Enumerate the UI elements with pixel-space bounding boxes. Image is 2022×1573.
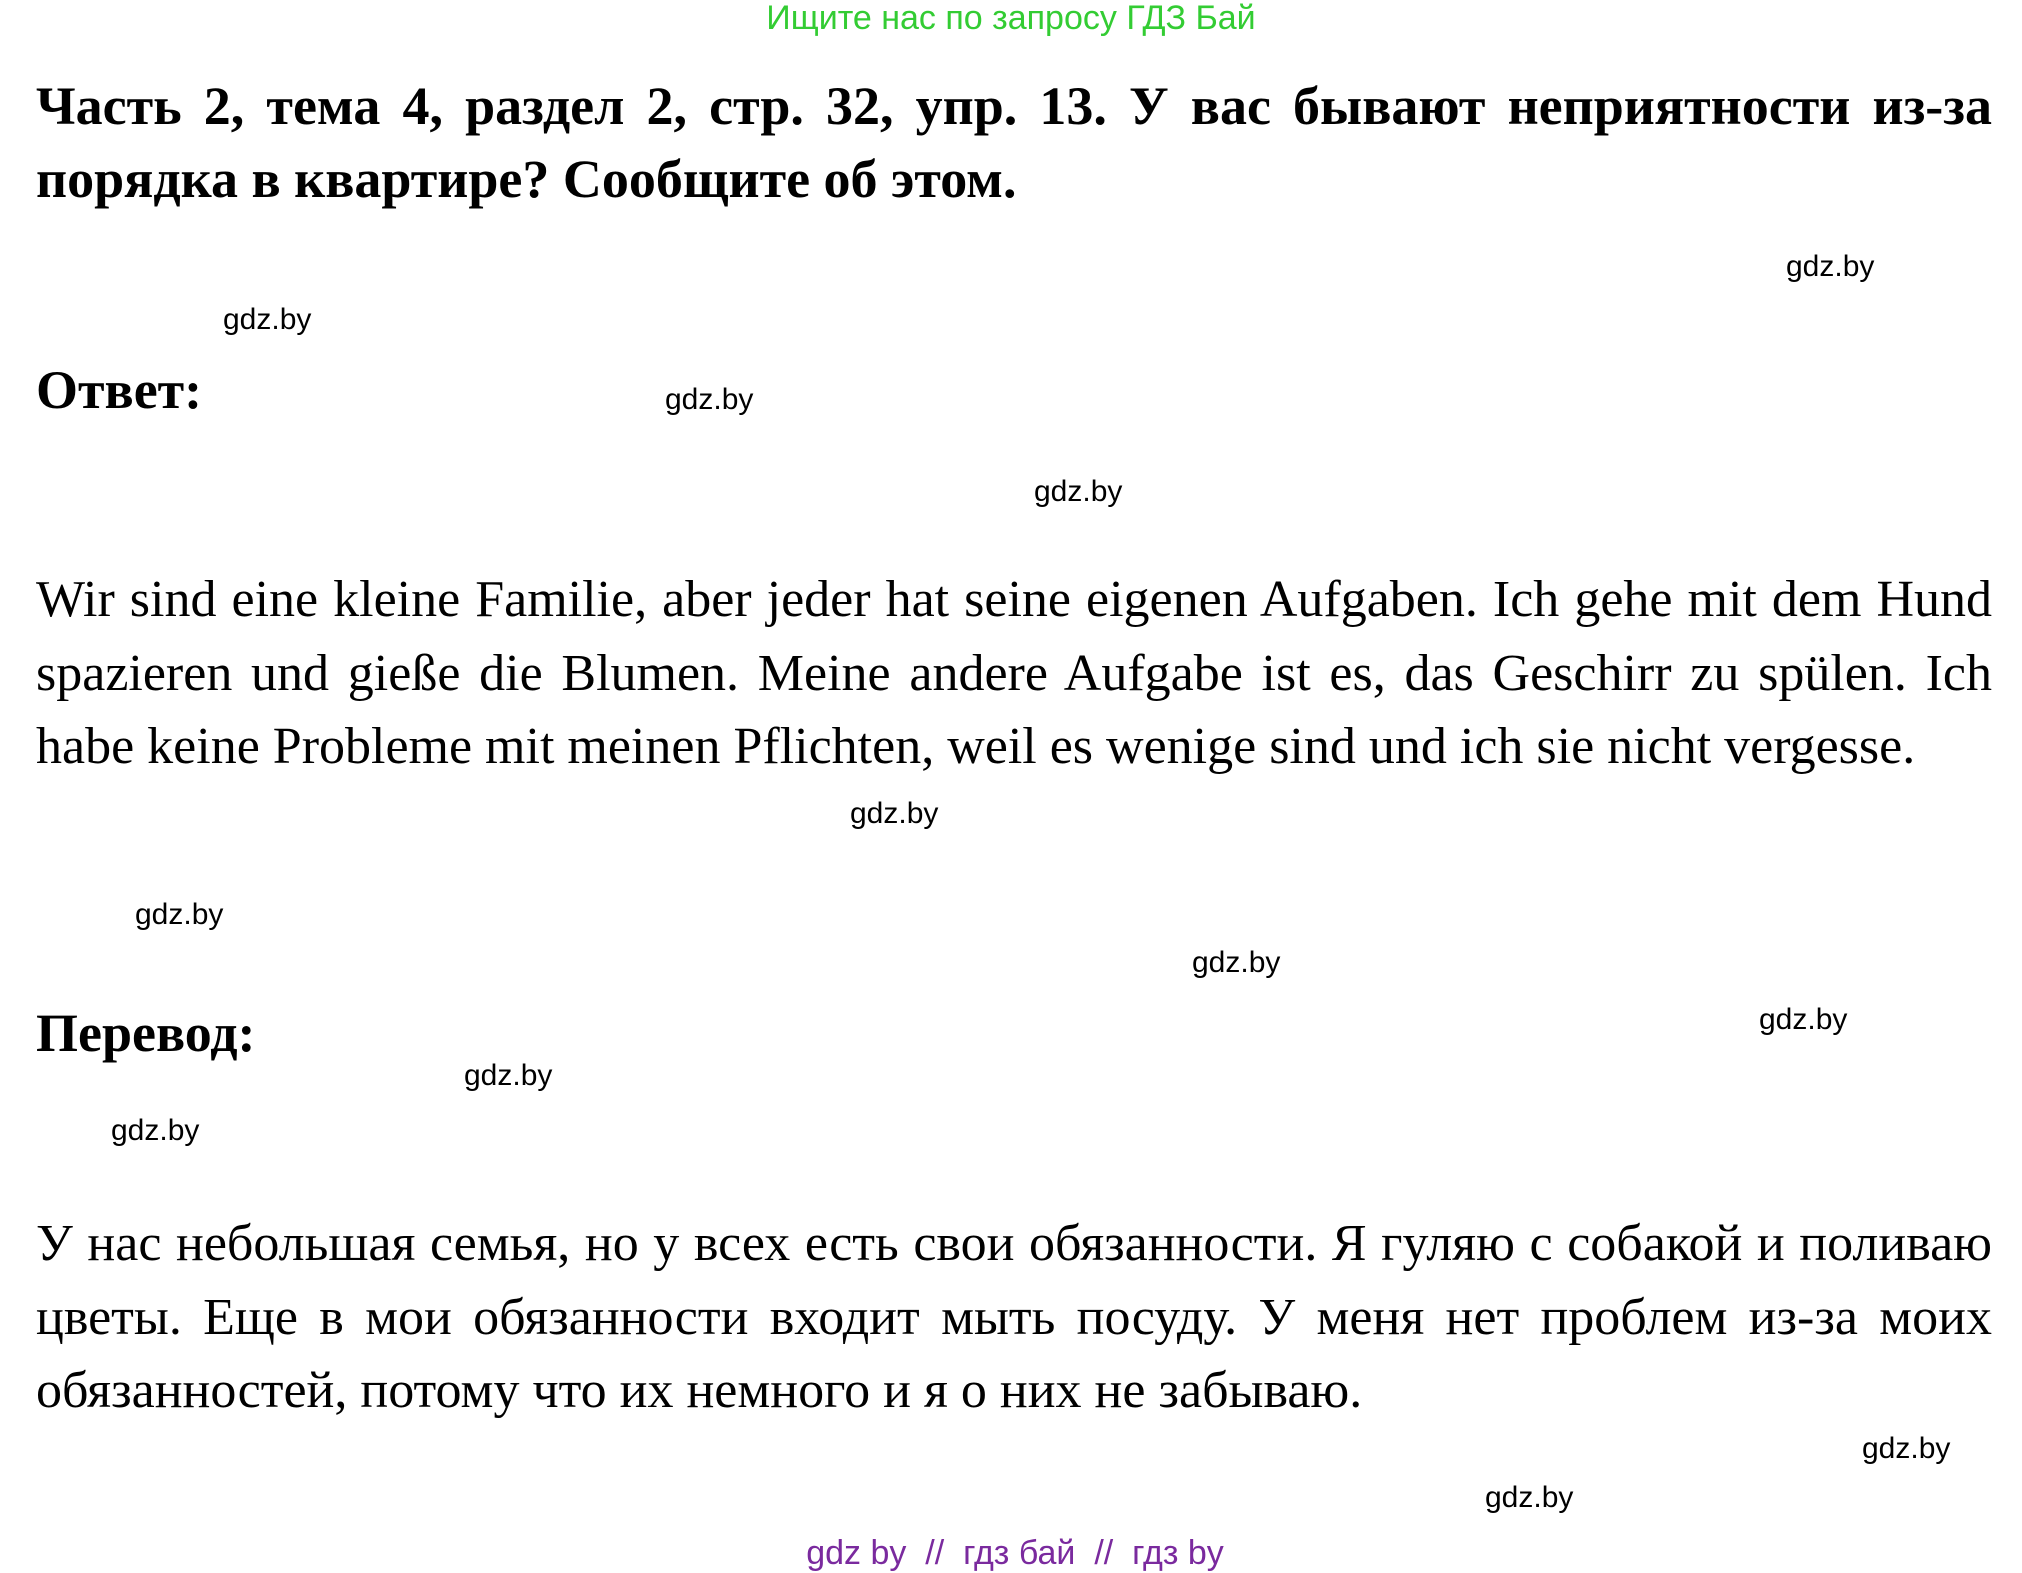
watermark: gdz.by — [1034, 475, 1123, 508]
answer-text: Wir sind eine kleine Familie, aber jeder hat seine eigenen Aufgaben. Ich gehe mit dem Hund spazieren und gieße die Blumen. Meine andere Aufgabe ist es, das Geschirr zu spülen. Ich habe keine Probleme mit meinen Pflichten, weil es wenige sind und ich sie nicht vergesse. — [36, 571, 1992, 775]
translation-text: У нас небольшая семья, но у всех есть свои обязанности. Я гуляю с собакой и поливаю цветы. Еще в мои обязанности входит мыть посуду. У меня нет проблем из-за моих обязанностей, потому что их немного и я о них не забываю. — [36, 1215, 1992, 1419]
watermark: gdz.by — [850, 797, 939, 830]
search-banner: Ищите нас по запросу ГДЗ Бай — [766, 0, 1256, 37]
watermark: gdz.by — [111, 1114, 200, 1147]
watermark: gdz.by — [1759, 1003, 1848, 1036]
watermark: gdz.by — [464, 1059, 553, 1092]
watermark: gdz.by — [223, 303, 312, 336]
exercise-title: Часть 2, тема 4, раздел 2, стр. 32, упр. 13. У вас бывают неприятности из-за порядка в квартире? Сообщите об этом. — [36, 76, 1992, 209]
watermark: gdz.by — [1485, 1481, 1574, 1514]
footer-links: gdz by // гдз бай // гдз by — [806, 1534, 1224, 1572]
answer-heading: Ответ: — [36, 360, 203, 420]
translation-heading: Перевод: — [36, 1003, 256, 1063]
watermark: gdz.by — [135, 898, 224, 931]
watermark: gdz.by — [665, 383, 754, 416]
watermark: gdz.by — [1786, 250, 1875, 283]
watermark: gdz.by — [1192, 946, 1281, 979]
watermark: gdz.by — [1862, 1432, 1951, 1465]
